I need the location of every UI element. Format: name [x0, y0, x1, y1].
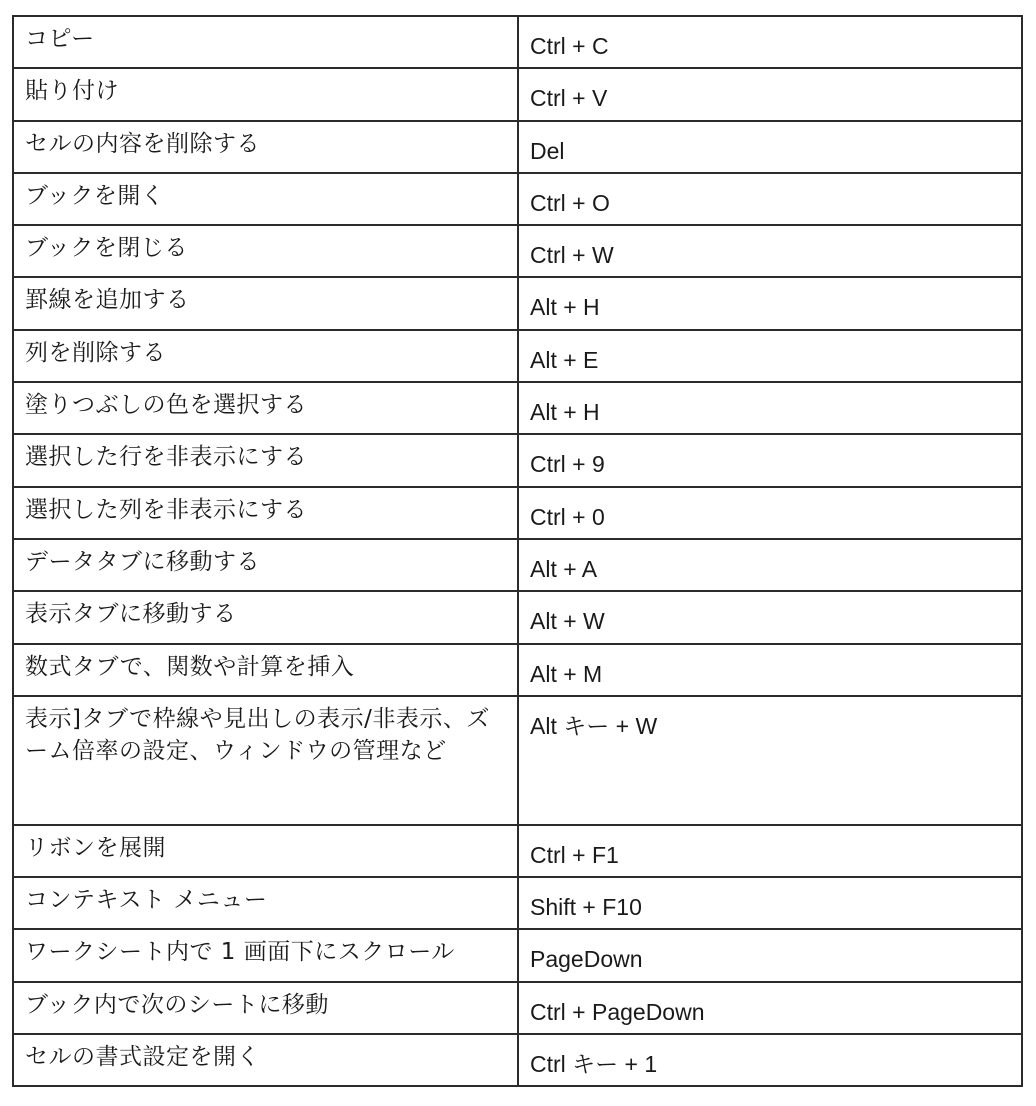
key-cell: Ctrl + W [518, 225, 1022, 277]
table-row [13, 644, 1022, 696]
action-cell: 選択した行を非表示にする [13, 434, 518, 486]
table-row [13, 539, 1022, 591]
key-cell: Ctrl + O [518, 173, 1022, 225]
table-row [13, 982, 1022, 1034]
action-cell: 列を削除する [13, 330, 518, 382]
table-row [13, 825, 1022, 877]
table-row [13, 225, 1022, 277]
table-row [13, 330, 1022, 382]
key-cell: Ctrl + 9 [518, 434, 1022, 486]
action-cell: ワークシート内で 1 画面下にスクロール [13, 929, 518, 981]
key-cell: Ctrl + V [518, 68, 1022, 120]
action-cell: 塗りつぶしの色を選択する [13, 382, 518, 434]
action-cell: コピー [13, 16, 518, 68]
table-row [13, 929, 1022, 981]
table-row [13, 68, 1022, 120]
key-cell: Ctrl + C [518, 16, 1022, 68]
key-cell: PageDown [518, 929, 1022, 981]
table-row [13, 487, 1022, 539]
action-cell: ブック内で次のシートに移動 [13, 982, 518, 1034]
key-cell: Shift + F10 [518, 877, 1022, 929]
action-cell: リボンを展開 [13, 825, 518, 877]
shortcut-table [12, 15, 1023, 1087]
table-row [13, 591, 1022, 643]
action-cell: コンテキスト メニュー [13, 877, 518, 929]
key-cell: Alt キー + W [518, 696, 1022, 825]
key-cell: Del [518, 121, 1022, 173]
key-cell: Alt + W [518, 591, 1022, 643]
table-row [13, 16, 1022, 68]
action-cell: データタブに移動する [13, 539, 518, 591]
action-cell: セルの書式設定を開く [13, 1034, 518, 1086]
table-row [13, 877, 1022, 929]
action-cell: 罫線を追加する [13, 277, 518, 329]
table-row [13, 173, 1022, 225]
key-cell: Ctrl キー + 1 [518, 1034, 1022, 1086]
key-cell: Alt + M [518, 644, 1022, 696]
action-cell: 表示]タブで枠線や見出しの表示/非表示、ズーム倍率の設定、ウィンドウの管理など [13, 696, 518, 825]
table-row [13, 1034, 1022, 1086]
key-cell: Ctrl + PageDown [518, 982, 1022, 1034]
table-row [13, 121, 1022, 173]
action-cell: 数式タブで、関数や計算を挿入 [13, 644, 518, 696]
action-cell: 貼り付け [13, 68, 518, 120]
key-cell: Alt + H [518, 382, 1022, 434]
table-row [13, 434, 1022, 486]
key-cell: Ctrl + 0 [518, 487, 1022, 539]
action-cell: ブックを開く [13, 173, 518, 225]
action-cell: 選択した列を非表示にする [13, 487, 518, 539]
key-cell: Alt + A [518, 539, 1022, 591]
table-row [13, 277, 1022, 329]
action-cell: 表示タブに移動する [13, 591, 518, 643]
key-cell: Alt + H [518, 277, 1022, 329]
key-cell: Ctrl + F1 [518, 825, 1022, 877]
key-cell: Alt + E [518, 330, 1022, 382]
action-cell: ブックを閉じる [13, 225, 518, 277]
table-row [13, 382, 1022, 434]
action-cell: セルの内容を削除する [13, 121, 518, 173]
table-row [13, 696, 1022, 825]
